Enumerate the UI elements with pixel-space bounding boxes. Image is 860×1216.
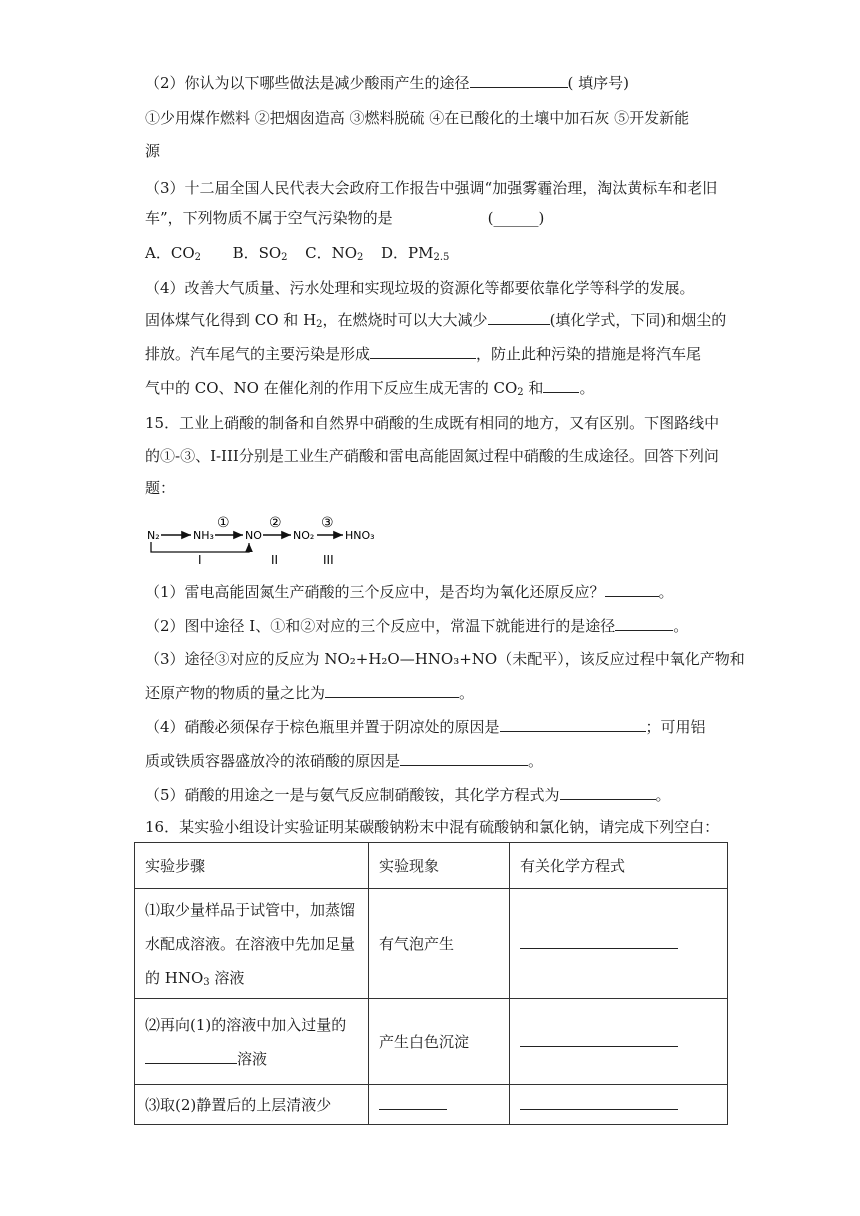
header-step: 实验步骤 xyxy=(135,843,369,889)
q15-part1: （1）雷电高能固氮生产硝酸的三个反应中，是否均为氧化还原反应？ 。 xyxy=(145,583,674,601)
row2-phenomenon: 产生白色沉淀 xyxy=(369,999,510,1085)
row3-phenomenon xyxy=(369,1085,510,1125)
answer-blank[interactable] xyxy=(145,1049,237,1064)
answer-blank[interactable] xyxy=(615,615,673,631)
answer-blank[interactable]: (______) xyxy=(487,209,545,227)
table-row xyxy=(135,999,728,1085)
q15-part3-line2: 还原产物的物质的量之比为 。 xyxy=(145,684,475,702)
q15-part4-line2: 质或铁质容器盛放冷的浓硝酸的原因是 。 xyxy=(145,752,544,770)
q14-part2-options: ①少用煤作燃料 ②把烟囱造高 ③燃料脱硫 ④在已酸化的土壤中加石灰 ⑤开发新能 xyxy=(145,109,690,127)
route-label-i: I xyxy=(198,553,202,564)
table-row xyxy=(135,889,728,999)
answer-blank[interactable] xyxy=(520,1095,678,1110)
row1-step: ⑴取少量样品于试管中，加蒸馏 水配成溶液。在溶液中先加足量 的 $HNO_3$ 溶液 xyxy=(135,889,369,999)
row1-phenomenon: 有气泡产生 xyxy=(369,889,510,999)
q15-intro-line1: 15．工业上硝酸的制备和自然界中硝酸的生成既有相同的地方，又有区别。下图路线中 xyxy=(145,414,720,432)
q15-part5: （5）硝酸的用途之一是与氨气反应制硝酸铵，其化学方程式为 。 xyxy=(145,786,671,804)
table-row xyxy=(135,1085,728,1125)
q14-part4-line2: 固体煤气化得到 CO 和 $H_2$，在燃烧时可以大大减少 (填化学式，下同)和烟尘的 xyxy=(145,311,727,330)
q14-part2-options-continued: 源 xyxy=(145,142,161,160)
answer-blank[interactable] xyxy=(325,682,459,698)
row3-equation xyxy=(510,1085,728,1125)
q15-part2: （2）图中途径 I、①和②对应的三个反应中，常温下就能进行的是途径 。 xyxy=(145,617,689,635)
q15-part4-line1: （4）硝酸必须保存于棕色瓶里并置于阴凉处的原因是 ；可用铝 xyxy=(145,718,706,736)
route-label-ii: II xyxy=(271,553,279,564)
row1-equation xyxy=(510,889,728,999)
experiment-table xyxy=(134,842,728,1125)
table-header-row xyxy=(135,843,728,889)
answer-blank[interactable] xyxy=(400,750,528,766)
step-label-3: ③ xyxy=(321,515,334,531)
row2-step: ⑵再向(1)的溶液中加入过量的 溶液 xyxy=(135,999,369,1085)
answer-blank[interactable] xyxy=(500,716,646,732)
species-n2: N₂ xyxy=(147,529,160,542)
species-no: NO xyxy=(245,529,262,542)
q14-part2-question: （2）你认为以下哪些做法是减少酸雨产生的途径 ( 填序号) xyxy=(145,74,630,92)
q14-part4-line3: 排放。汽车尾气的主要污染是形成 ，防止此种污染的措施是将汽车尾 xyxy=(145,345,702,363)
q15-intro-line2: 的①-③、I-III分别是工业生产硝酸和雷电高能固氮过程中硝酸的生成途径。回答下列问 xyxy=(145,447,719,465)
q14-part3-options: A．$CO_2$ B．$SO_2$ C．$NO_2$ D．$PM_{2.5}$ xyxy=(145,244,450,263)
header-phenomenon: 实验现象 xyxy=(369,843,510,889)
q15-part3-line1: （3）途径③对应的反应为 NO₂+H₂O—HNO₃+NO（未配平），该反应过程中氧化产物和 xyxy=(145,650,745,668)
q16-intro: 16．某实验小组设计实验证明某碳酸钠粉末中混有硫酸钠和氯化钠，请完成下列空白： xyxy=(145,818,720,836)
header-equation: 有关化学方程式 xyxy=(510,843,728,889)
species-nh3: NH₃ xyxy=(193,529,214,542)
row3-step: ⑶取(2)静置后的上层清液少 xyxy=(135,1085,369,1125)
answer-blank[interactable] xyxy=(520,934,678,949)
nitrogen-pathway-diagram xyxy=(145,512,385,564)
answer-blank[interactable] xyxy=(470,72,568,88)
answer-blank[interactable] xyxy=(543,377,579,393)
row2-equation xyxy=(510,999,728,1085)
answer-blank[interactable] xyxy=(379,1095,447,1110)
q15-intro-line3: 题： xyxy=(145,479,176,497)
answer-blank[interactable] xyxy=(560,784,656,800)
q14-part3-line1: （3）十二届全国人民代表大会政府工作报告中强调“加强雾霾治理，淘汰黄标车和老旧 xyxy=(145,179,718,197)
answer-blank[interactable] xyxy=(605,581,659,597)
species-hno3: HNO₃ xyxy=(345,529,375,542)
step-label-1: ① xyxy=(217,515,230,531)
step-label-2: ② xyxy=(269,515,282,531)
answer-blank[interactable] xyxy=(370,343,476,359)
answer-blank[interactable] xyxy=(488,309,550,325)
answer-blank[interactable] xyxy=(520,1032,678,1047)
q14-part3-line2: 车”，下列物质不属于空气污染物的是 (______) xyxy=(145,209,545,227)
q14-part4-line4: 气中的 CO、NO 在催化剂的作用下反应生成无害的 $CO_2$ 和 。 xyxy=(145,379,595,398)
route-i-bracket xyxy=(151,542,249,552)
q14-part4-line1: （4）改善大气质量、污水处理和实现垃圾的资源化等都要依靠化学等科学的发展。 xyxy=(145,279,695,297)
route-label-iii: III xyxy=(323,553,334,564)
species-no2: NO₂ xyxy=(293,529,315,542)
